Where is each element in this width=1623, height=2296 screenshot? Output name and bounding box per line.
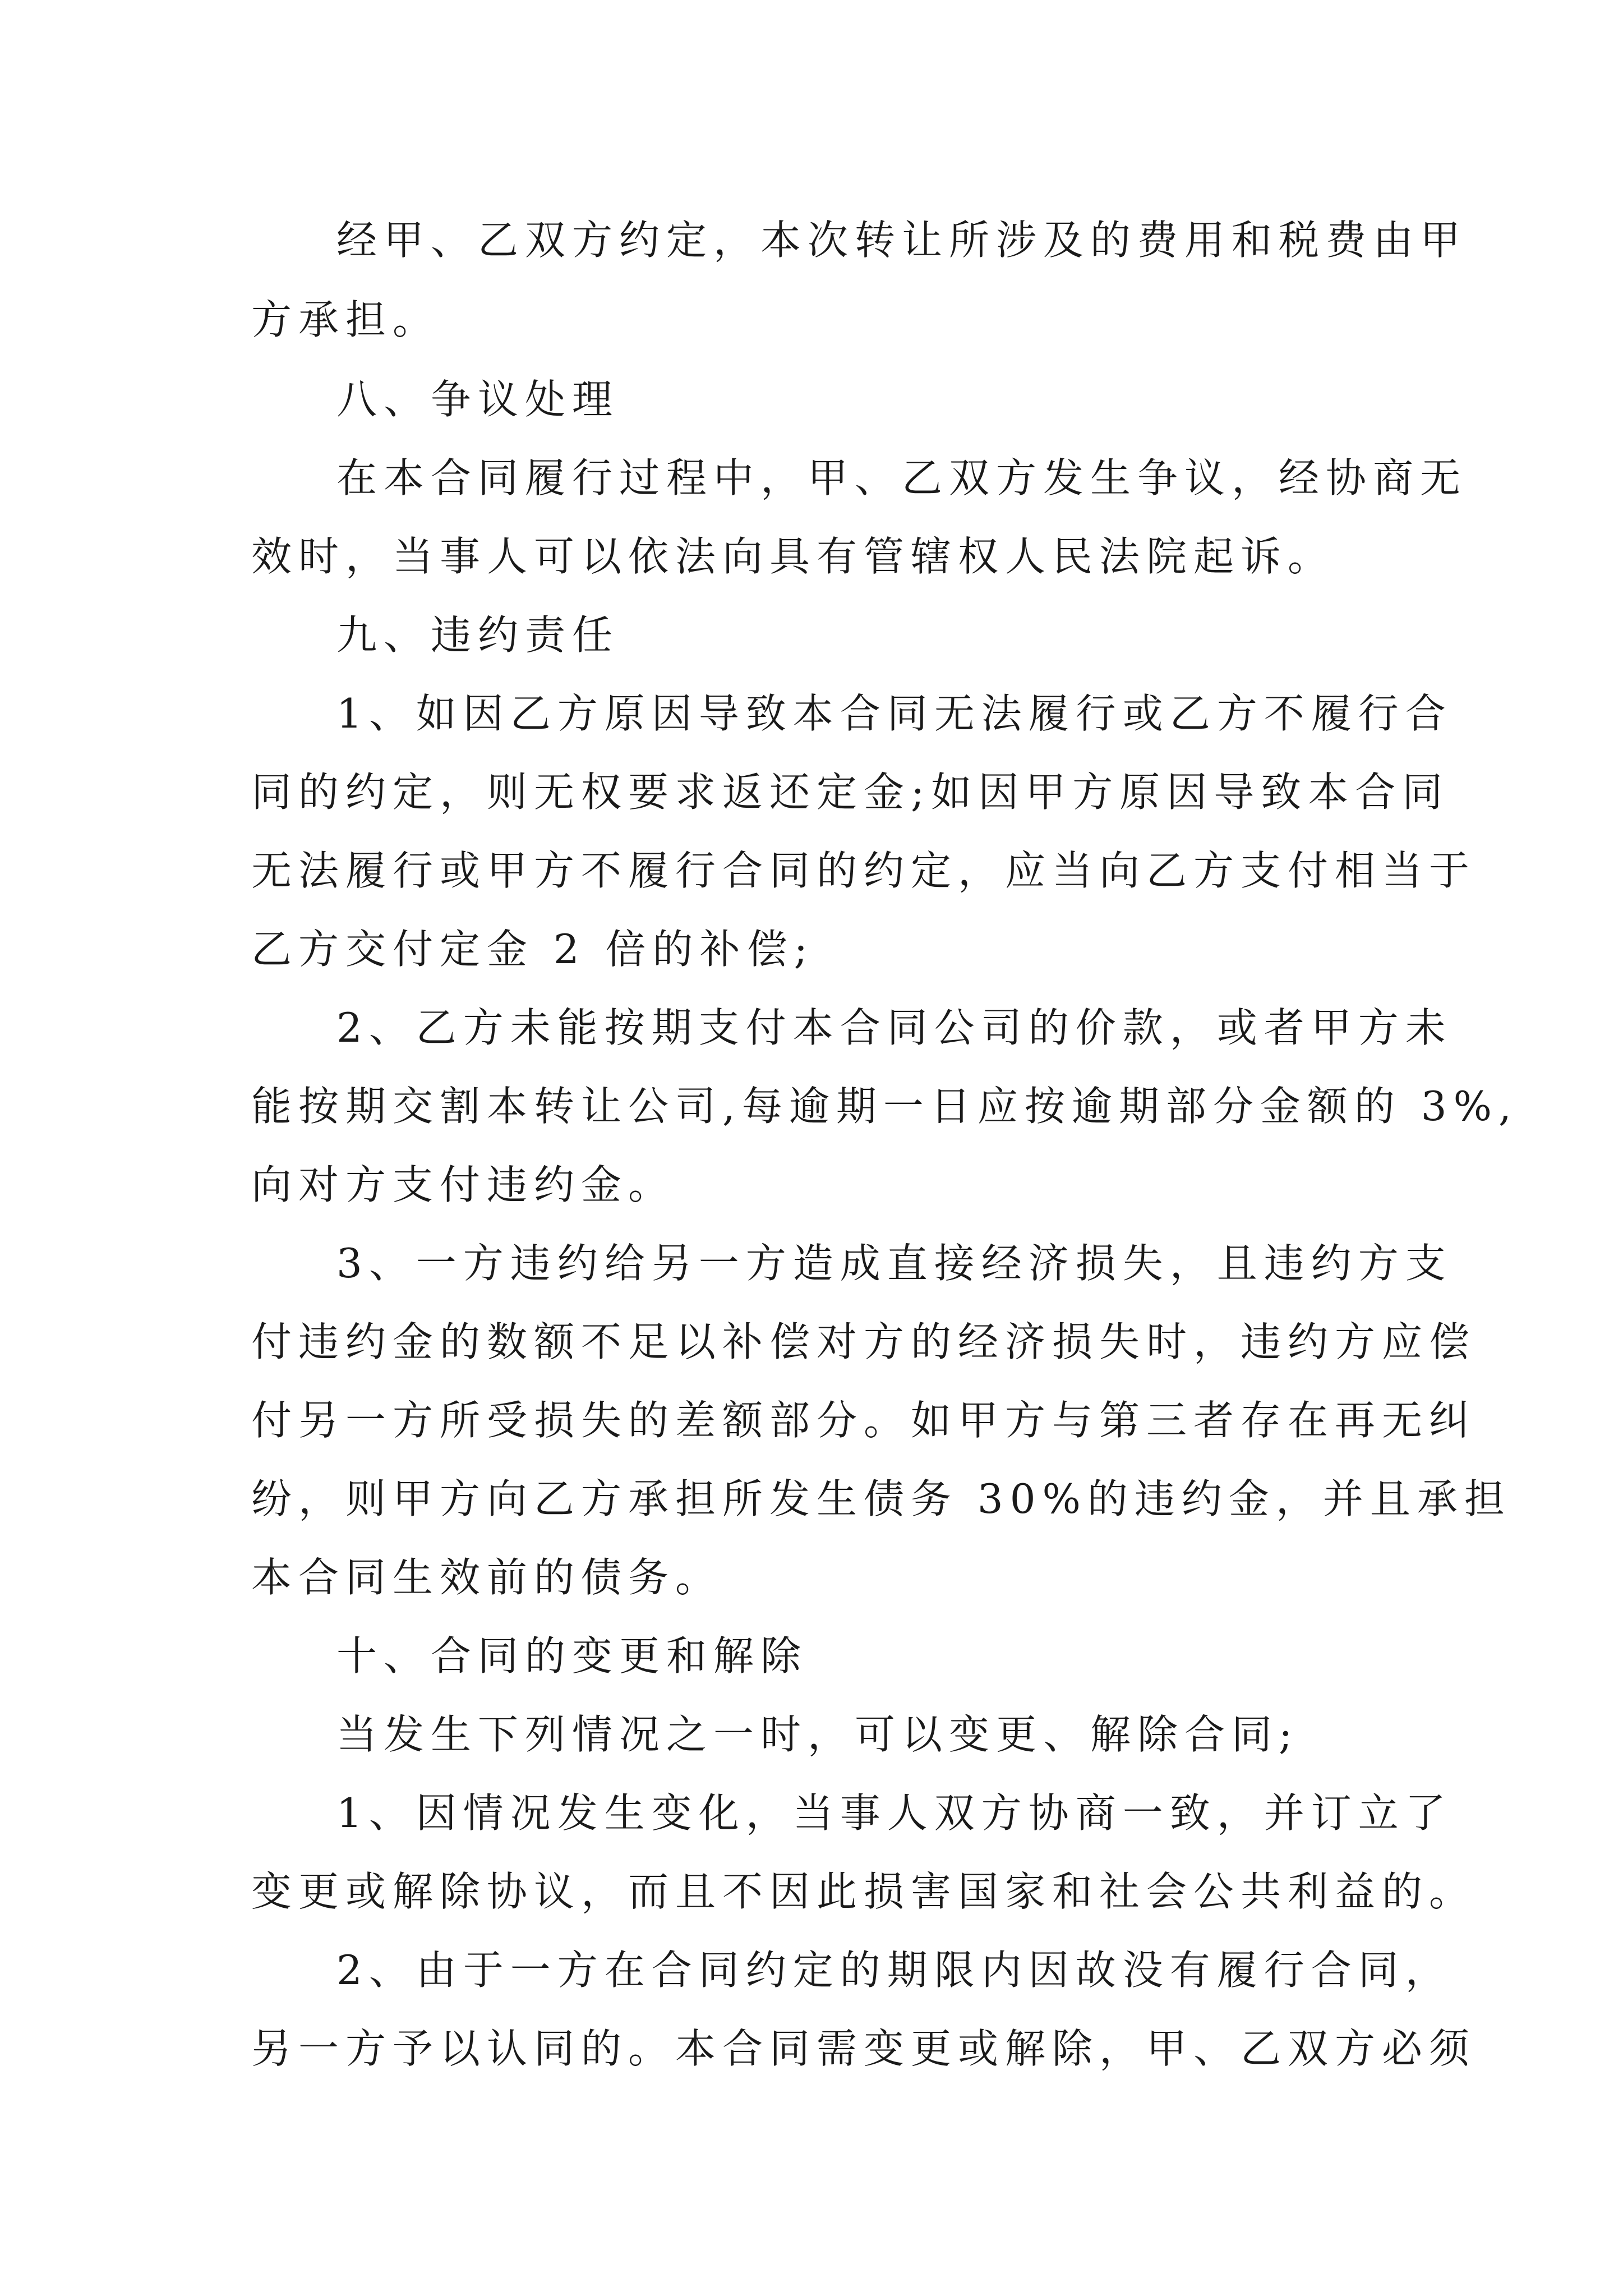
text-line: 无法履行或甲方不履行合同的约定，应当向乙方支付相当于 — [251, 847, 1477, 894]
text-line: 向对方支付违约金。 — [251, 1161, 676, 1208]
section-heading-10: 十、合同的变更和解除 — [336, 1632, 808, 1680]
text-line: 方承担。 — [251, 296, 440, 343]
text-line: 能按期交割本转让公司,每逾期一日应按逾期部分金额的 3%, — [251, 1083, 1518, 1130]
text-line: 另一方予以认同的。本合同需变更或解除，甲、乙双方必须 — [251, 2025, 1477, 2072]
text-line: 2、由于一方在合同约定的期限内因故没有履行合同， — [336, 1947, 1453, 1994]
text-line: 同的约定，则无权要求返还定金;如因甲方原因导致本合同 — [251, 769, 1450, 816]
section-heading-9: 九、违约责任 — [336, 611, 620, 659]
section-heading-8: 八、争议处理 — [336, 376, 620, 423]
text-line: 3、一方违约给另一方造成直接经济损失，且违约方支 — [336, 1240, 1453, 1287]
text-line: 纷，则甲方向乙方承担所发生债务 30%的违约金，并且承担 — [251, 1475, 1511, 1522]
text-line: 在本合同履行过程中，甲、乙双方发生争议，经协商无 — [336, 454, 1468, 501]
text-line: 付另一方所受损失的差额部分。如甲方与第三者存在再无纠 — [251, 1397, 1477, 1444]
text-line: 乙方交付定金 2 倍的补偿; — [251, 926, 814, 973]
text-line: 效时，当事人可以依法向具有管辖权人民法院起诉。 — [251, 533, 1335, 580]
text-line: 2、乙方未能按期支付本合同公司的价款，或者甲方未 — [336, 1004, 1453, 1051]
text-line: 付违约金的数额不足以补偿对方的经济损失时，违约方应偿 — [251, 1318, 1477, 1365]
text-line: 经甲、乙双方约定，本次转让所涉及的费用和税费由甲 — [336, 217, 1468, 264]
text-line: 变更或解除协议，而且不因此损害国家和社会公共利益的。 — [251, 1868, 1477, 1915]
text-line: 本合同生效前的债务。 — [251, 1554, 723, 1601]
text-line: 当发生下列情况之一时，可以变更、解除合同; — [336, 1711, 1299, 1758]
text-line: 1、如因乙方原因导致本合同无法履行或乙方不履行合 — [336, 690, 1453, 737]
text-line: 1、因情况发生变化，当事人双方协商一致，并订立了 — [336, 1789, 1453, 1837]
